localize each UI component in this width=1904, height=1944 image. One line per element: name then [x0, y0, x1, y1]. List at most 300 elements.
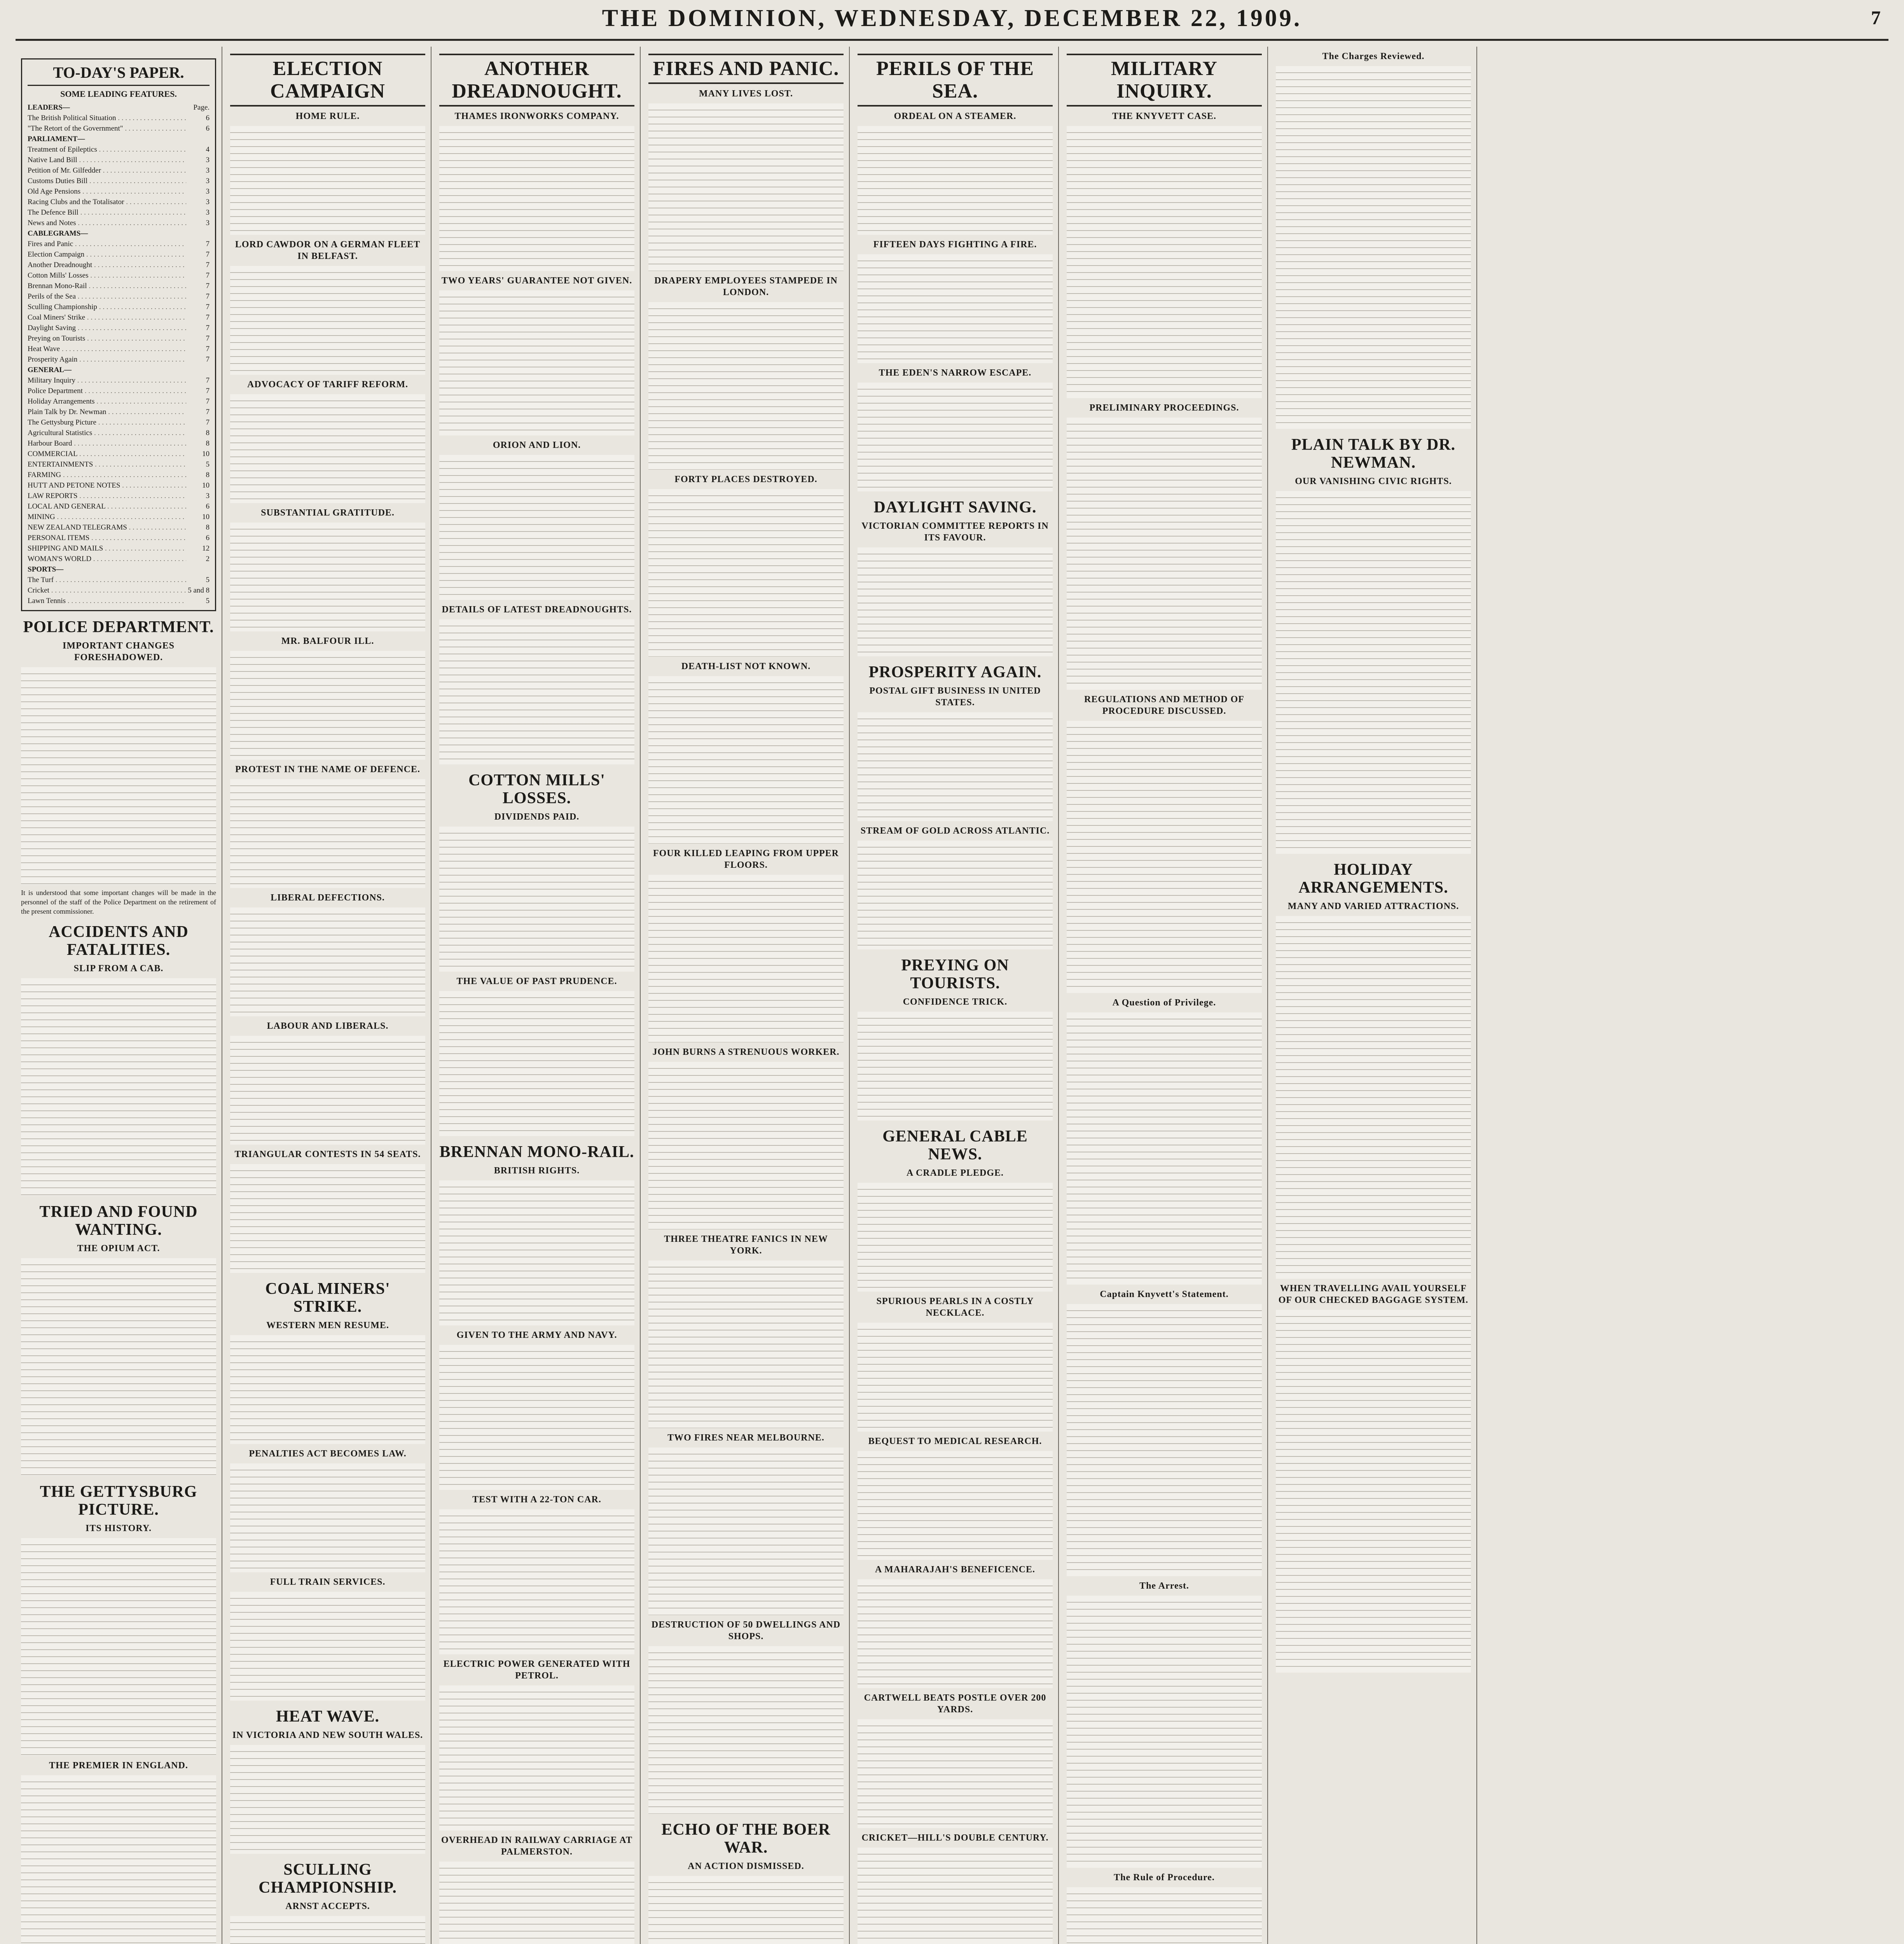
contents-row-label: The Gettysburg Picture . . .: [28, 417, 186, 428]
article-body-text: [439, 1862, 634, 1944]
contents-row-page: 3: [206, 177, 210, 185]
article-body-text: [230, 1335, 425, 1444]
article-subheading: THE PREMIER IN ENGLAND.: [49, 1760, 188, 1771]
article-subheading: VICTORIAN COMMITTEE REPORTS IN ITS FAVOUR.: [861, 521, 1049, 543]
contents-row: [28, 270, 210, 281]
contents-row-page: 10: [202, 513, 210, 521]
article-headline: ANOTHER DREADNOUGHT.: [439, 54, 634, 107]
article-body-text: [648, 1062, 844, 1229]
article-body-text: [648, 1260, 844, 1428]
article-body-text: [648, 875, 844, 1042]
contents-row: [28, 186, 210, 197]
article-body-text: [230, 1463, 425, 1572]
contents-row-page: 3: [206, 492, 210, 500]
article-body-text: [1067, 1596, 1262, 1868]
article-headline: DAYLIGHT SAVING.: [873, 498, 1037, 516]
article-subheading: DESTRUCTION OF 50 DWELLINGS AND SHOPS.: [651, 1620, 841, 1642]
contents-row: [28, 522, 210, 533]
article-subheading: BEQUEST TO MEDICAL RESEARCH.: [868, 1436, 1042, 1446]
article-body-text: [648, 103, 844, 271]
article-body-text: [858, 712, 1053, 821]
contents-row-label: Coal Miners' Strike . . .: [28, 312, 186, 323]
contents-row-label: FARMING . . .: [28, 470, 186, 480]
contents-row: [28, 281, 210, 291]
article-subheading: ORION AND LION.: [493, 440, 581, 450]
contents-row-page: 3: [206, 156, 210, 164]
contents-row: [28, 354, 210, 365]
article-body-text: [1067, 721, 1262, 993]
contents-row-page: 5: [206, 460, 210, 469]
article-subheading: GIVEN TO THE ARMY AND NAVY.: [456, 1330, 617, 1340]
contents-row: [28, 113, 210, 123]
article-body-text: [439, 619, 634, 764]
column-5: [852, 47, 1059, 1944]
article-body-text: [21, 1258, 216, 1476]
article-subheading: A MAHARAJAH'S BENEFICENCE.: [875, 1565, 1036, 1575]
article-body-text: [1067, 418, 1262, 690]
contents-row: [28, 165, 210, 176]
article-subheading: THE EDEN'S NARROW ESCAPE.: [879, 368, 1032, 378]
article-body-text: [858, 547, 1053, 656]
article-subheading: CRICKET—HILL'S DOUBLE CENTURY.: [861, 1833, 1049, 1843]
article-body-text: [858, 1451, 1053, 1560]
column-7: [1270, 47, 1477, 1944]
article-subheading: TRIANGULAR CONTESTS IN 54 SEATS.: [234, 1149, 421, 1159]
article-subheading: DRAPERY EMPLOYEES STAMPEDE IN LONDON.: [654, 276, 838, 297]
article-body-text: [439, 290, 634, 435]
article-subheading: FIFTEEN DAYS FIGHTING A FIRE.: [873, 240, 1037, 250]
contents-row: [28, 144, 210, 155]
contents-row-label: The Turf . . .: [28, 575, 186, 585]
article-subheading: FORTY PLACES DESTROYED.: [674, 474, 817, 484]
article-subheading: PENALTIES ACT BECOMES LAW.: [249, 1449, 407, 1459]
article-headline: BRENNAN MONO-RAIL.: [439, 1143, 634, 1161]
article-subheading: THAMES IRONWORKS COMPANY.: [454, 111, 619, 121]
contents-row-label: ENTERTAINMENTS . . .: [28, 459, 186, 470]
article-paragraph: It is understood that some important changes will be made in the personnel of the staff of the Police Department on the retirement of the present commissioner.: [21, 889, 216, 915]
article-subheading: FULL TRAIN SERVICES.: [270, 1577, 386, 1587]
article-subheading: THE VALUE OF PAST PRUDENCE.: [456, 976, 617, 986]
contents-row-label: Agricultural Statistics . . .: [28, 428, 186, 438]
contents-row: [28, 417, 210, 428]
contents-row-page: 7: [206, 240, 210, 248]
article-headline: HOLIDAY ARRANGEMENTS.: [1298, 861, 1448, 897]
contents-row-page: 5: [206, 597, 210, 605]
article-subheading: MR. BALFOUR ILL.: [281, 636, 374, 646]
article-subheading: ORDEAL ON A STEAMER.: [894, 111, 1017, 121]
article-headline: ACCIDENTS AND FATALITIES.: [49, 923, 189, 959]
contents-row-label: Plain Talk by Dr. Newman . . .: [28, 407, 186, 417]
contents-row-page: 6: [206, 124, 210, 133]
article-subheading: IN VICTORIA AND NEW SOUTH WALES.: [232, 1730, 423, 1740]
contents-row-label: Another Dreadnought . . .: [28, 260, 186, 270]
article-body-text: [230, 651, 425, 760]
article-subheading: MANY LIVES LOST.: [699, 89, 793, 99]
article-body-text: [439, 1345, 634, 1490]
contents-row-label: Lawn Tennis . . .: [28, 596, 186, 606]
contents-row-page: 7: [206, 387, 210, 395]
contents-row-label: Old Age Pensions . . .: [28, 186, 186, 197]
masthead: [16, 0, 1888, 41]
article-subheading: SUBSTANTIAL GRATITUDE.: [261, 508, 395, 518]
contents-row: [28, 207, 210, 218]
article-headline: MILITARY INQUIRY.: [1067, 54, 1262, 107]
article-subheading: The Arrest.: [1139, 1581, 1189, 1591]
article-subheading: ITS HISTORY.: [86, 1523, 152, 1533]
article-body-text: [21, 978, 216, 1196]
article-headline: GENERAL CABLE NEWS.: [882, 1128, 1028, 1163]
contents-row-page: 7: [206, 355, 210, 364]
article-body-text: [858, 1848, 1053, 1944]
contents-row-label: Cotton Mills' Losses . . .: [28, 270, 186, 281]
article-body-text: [1276, 491, 1471, 854]
contents-row-page: 4: [206, 145, 210, 154]
contents-title: TO-DAY'S PAPER.: [28, 63, 210, 86]
article-subheading: BRITISH RIGHTS.: [494, 1166, 580, 1176]
article-headline: COAL MINERS' STRIKE.: [265, 1280, 390, 1316]
contents-row-page: 8: [206, 429, 210, 437]
contents-row-page: 3: [206, 198, 210, 206]
contents-row-page: 7: [206, 376, 210, 385]
contents-row-label: Sculling Championship . . .: [28, 302, 186, 312]
contents-row: [28, 596, 210, 606]
article-body-text: [648, 1646, 844, 1814]
contents-row-page: 7: [206, 271, 210, 280]
column-3-articles: [439, 54, 634, 1944]
contents-row: [28, 386, 210, 396]
contents-row-page: [186, 134, 210, 144]
column-4-articles: [648, 54, 844, 1944]
contents-row: [28, 512, 210, 522]
contents-row-label: SPORTS—: [28, 565, 64, 573]
contents-row-page: 10: [202, 450, 210, 458]
contents-row-page: 7: [206, 324, 210, 332]
contents-row-label: LOCAL AND GENERAL . . .: [28, 501, 186, 512]
page-number: 7: [1871, 7, 1881, 28]
contents-row-page: 7: [206, 397, 210, 406]
article-headline: ECHO OF THE BOER WAR.: [661, 1821, 831, 1857]
contents-row-label: The Defence Bill . . .: [28, 207, 186, 218]
article-body-text: [230, 1592, 425, 1701]
contents-row-label: WOMAN'S WORLD . . .: [28, 554, 186, 564]
article-body-text: [858, 841, 1053, 949]
contents-row: [28, 291, 210, 302]
article-body-text: [230, 523, 425, 631]
article-body-text: [648, 1876, 844, 1944]
contents-row: [28, 438, 210, 449]
article-subheading: AN ACTION DISMISSED.: [688, 1861, 804, 1871]
contents-row-page: 7: [206, 303, 210, 311]
article-subheading: ADVOCACY OF TARIFF REFORM.: [247, 379, 408, 390]
article-subheading: HOME RULE.: [295, 111, 360, 121]
article-subheading: THE KNYVETT CASE.: [1112, 111, 1216, 121]
contents-row-page: 8: [206, 471, 210, 479]
contents-row: [28, 396, 210, 407]
contents-header-row: [28, 102, 210, 113]
article-body-text: [648, 489, 844, 657]
contents-row: [28, 155, 210, 165]
article-subheading: The Rule of Procedure.: [1114, 1872, 1215, 1883]
contents-row-label: CABLEGRAMS—: [28, 229, 88, 238]
article-subheading: DEATH-LIST NOT KNOWN.: [681, 661, 811, 671]
article-body-text: [648, 302, 844, 470]
contents-row-page: 12: [202, 544, 210, 552]
article-subheading: STREAM OF GOLD ACROSS ATLANTIC.: [860, 826, 1050, 836]
article-subheading: A CRADLE PLEDGE.: [906, 1168, 1004, 1178]
article-body-text: [1276, 66, 1471, 429]
contents-row: [28, 501, 210, 512]
contents-row: [28, 449, 210, 459]
contents-row-page: 7: [206, 408, 210, 416]
contents-row-page: 3: [206, 208, 210, 217]
article-body-text: [858, 1323, 1053, 1432]
contents-row-page: 3: [206, 187, 210, 196]
contents-row-label: Cricket . . .: [28, 585, 186, 596]
contents-row-label: PARLIAMENT—: [28, 135, 85, 143]
article-subheading: OUR VANISHING CIVIC RIGHTS.: [1295, 476, 1452, 486]
contents-row-page: 7: [206, 345, 210, 353]
contents-row-page: 2: [206, 555, 210, 563]
article-headline: FIRES AND PANIC.: [648, 54, 844, 84]
article-body-text: [230, 126, 425, 235]
article-body-text: [439, 126, 634, 271]
article-headline: COTTON MILLS' LOSSES.: [468, 771, 605, 807]
article-body-text: [858, 1012, 1053, 1121]
contents-row-page: 8: [206, 523, 210, 531]
contents-row-label: Racing Clubs and the Totalisator . . .: [28, 197, 186, 207]
contents-row: [28, 543, 210, 554]
article-body-text: [439, 1685, 634, 1830]
article-body-text: [1067, 126, 1262, 398]
contents-row-page: 3: [206, 219, 210, 227]
article-subheading: ELECTRIC POWER GENERATED WITH PETROL.: [443, 1659, 631, 1681]
article-headline: PROSPERITY AGAIN.: [868, 663, 1042, 681]
article-body-text: [1067, 1012, 1262, 1285]
contents-row-page: 7: [206, 292, 210, 301]
article-body-text: [439, 1180, 634, 1325]
contents-row-page: 5 and 8: [188, 586, 210, 594]
article-body-text: [230, 1164, 425, 1273]
article-subheading: LORD CAWDOR ON A GERMAN FLEET IN BELFAST.: [235, 240, 421, 261]
article-body-text: [1067, 1887, 1262, 1944]
article-subheading: WESTERN MEN RESUME.: [266, 1320, 389, 1330]
article-body-text: [439, 1509, 634, 1654]
contents-row-label: LAW REPORTS . . .: [28, 491, 186, 501]
contents-row: [28, 134, 210, 144]
contents-row-page: 6: [206, 114, 210, 122]
contents-row: [28, 470, 210, 480]
contents-row-label: GENERAL—: [28, 366, 72, 374]
column-5-articles: [858, 54, 1053, 1944]
article-subheading: THREE THEATRE FANICS IN NEW YORK.: [664, 1234, 828, 1256]
article-headline: POLICE DEPARTMENT.: [23, 618, 214, 636]
contents-row-label: Petition of Mr. Gilfedder . . .: [28, 165, 186, 176]
article-headline: SCULLING CHAMPIONSHIP.: [259, 1861, 397, 1897]
article-subheading: POSTAL GIFT BUSINESS IN UNITED STATES.: [869, 686, 1041, 708]
masthead-title: THE DOMINION, WEDNESDAY, DECEMBER 22, 1909.: [602, 5, 1302, 31]
contents-subtitle: SOME LEADING FEATURES.: [60, 89, 177, 99]
contents-row: [28, 491, 210, 501]
contents-row: [28, 459, 210, 470]
contents-row-label: NEW ZEALAND TELEGRAMS . . .: [28, 522, 186, 533]
contents-row-page: 7: [206, 418, 210, 427]
contents-row-page: [186, 564, 210, 575]
contents-row-label: Fires and Panic . . .: [28, 239, 186, 249]
column-6-articles: [1067, 54, 1262, 1944]
contents-row-page: 7: [206, 250, 210, 259]
contents-list: [28, 113, 210, 606]
article-subheading: FOUR KILLED LEAPING FROM UPPER FLOORS.: [653, 848, 839, 870]
contents-row-label: Daylight Saving . . .: [28, 323, 186, 333]
article-subheading: The Charges Reviewed.: [1322, 51, 1425, 61]
article-subheading: CARTWELL BEATS POSTLE OVER 200 YARDS.: [864, 1693, 1046, 1715]
contents-row: [28, 323, 210, 333]
article-body-text: [1067, 1304, 1262, 1576]
article-subheading: OVERHEAD IN RAILWAY CARRIAGE AT PALMERSTON.: [441, 1835, 632, 1857]
columns: [16, 47, 1888, 1944]
article-subheading: PRELIMINARY PROCEEDINGS.: [1089, 403, 1239, 413]
contents-row: [28, 312, 210, 323]
article-body-text: [21, 667, 216, 885]
contents-row-page: 7: [206, 261, 210, 269]
contents-row: [28, 302, 210, 312]
article-subheading: PROTEST IN THE NAME OF DEFENCE.: [235, 764, 420, 774]
contents-row-page: 6: [206, 502, 210, 510]
contents-row: [28, 218, 210, 228]
article-body-text: [858, 383, 1053, 491]
contents-row-label: Treatment of Epileptics . . .: [28, 144, 186, 155]
article-body-text: [21, 1775, 216, 1944]
contents-row-label: Election Campaign . . .: [28, 249, 186, 260]
contents-row: [28, 480, 210, 491]
article-body-text: [439, 827, 634, 972]
contents-row: [28, 585, 210, 596]
article-headline: TRIED AND FOUND WANTING.: [39, 1203, 198, 1239]
contents-row-page: 10: [202, 481, 210, 489]
contents-row: [28, 239, 210, 249]
contents-row: [28, 176, 210, 186]
contents-row-page: 8: [206, 439, 210, 448]
contents-row-label: Holiday Arrangements . . .: [28, 396, 186, 407]
contents-row-label: MINING . . .: [28, 512, 186, 522]
contents-row-label: "The Retort of the Government" . . .: [28, 123, 186, 134]
column-2-articles: [230, 54, 425, 1944]
contents-row: [28, 333, 210, 344]
article-subheading: IMPORTANT CHANGES FORESHADOWED.: [63, 641, 175, 663]
contents-row: [28, 428, 210, 438]
contents-row: [28, 564, 210, 575]
contents-row: [28, 228, 210, 239]
article-body-text: [858, 126, 1053, 235]
contents-row-label: Prosperity Again . . .: [28, 354, 186, 365]
article-body-text: [230, 266, 425, 375]
contents-row-label: COMMERCIAL . . .: [28, 449, 186, 459]
article-subheading: SLIP FROM A CAB.: [73, 963, 164, 974]
article-headline: PREYING ON TOURISTS.: [901, 956, 1009, 992]
contents-row-page: 7: [206, 282, 210, 290]
contents-row-label: Preying on Tourists . . .: [28, 333, 186, 344]
article-subheading: LABOUR AND LIBERALS.: [267, 1021, 389, 1031]
contents-row-label: Heat Wave . . .: [28, 344, 186, 354]
article-body-text: [1276, 1310, 1471, 1673]
article-headline: HEAT WAVE.: [276, 1708, 379, 1725]
article-body-text: [1276, 916, 1471, 1279]
article-subheading: MANY AND VARIED ATTRACTIONS.: [1287, 901, 1459, 911]
article-subheading: TEST WITH A 22-TON CAR.: [472, 1495, 601, 1505]
article-headline: THE GETTYSBURG PICTURE.: [40, 1483, 197, 1519]
article-body-text: [858, 1719, 1053, 1828]
contents-row-label: The British Political Situation . . .: [28, 113, 186, 123]
contents-row-page: 7: [206, 313, 210, 322]
column-1: [16, 47, 222, 1944]
contents-row-label: Perils of the Sea . . .: [28, 291, 186, 302]
article-body-text: [230, 907, 425, 1016]
contents-row-page: 3: [206, 166, 210, 175]
contents-row-page: 7: [206, 334, 210, 343]
contents-row: [28, 260, 210, 270]
contents-row-page: [186, 228, 210, 239]
article-subheading: A Question of Privilege.: [1112, 998, 1216, 1008]
article-subheading: THE OPIUM ACT.: [77, 1243, 160, 1253]
article-subheading: CONFIDENCE TRICK.: [903, 997, 1008, 1007]
contents-row: [28, 123, 210, 134]
article-body-text: [648, 676, 844, 844]
article-subheading: JOHN BURNS A STRENUOUS WORKER.: [652, 1047, 840, 1057]
contents-header-label: LEADERS—: [28, 103, 70, 112]
contents-row: [28, 375, 210, 386]
article-body-text: [230, 779, 425, 888]
contents-row: [28, 554, 210, 564]
contents-row-page: 6: [206, 534, 210, 542]
column-3: [434, 47, 641, 1944]
article-subheading: SPURIOUS PEARLS IN A COSTLY NECKLACE.: [876, 1296, 1034, 1318]
article-subheading: DETAILS OF LATEST DREADNOUGHTS.: [442, 605, 632, 615]
contents-row-label: Police Department . . .: [28, 386, 186, 396]
contents-row: [28, 575, 210, 585]
contents-box: [21, 58, 216, 611]
contents-row-label: Military Inquiry . . .: [28, 375, 186, 386]
column-1-articles: [21, 618, 216, 1944]
article-subheading: LIBERAL DEFECTIONS.: [271, 893, 385, 903]
contents-row: [28, 249, 210, 260]
article-headline: ELECTION CAMPAIGN: [230, 54, 425, 107]
contents-row-label: SHIPPING AND MAILS . . .: [28, 543, 186, 554]
article-body-text: [439, 455, 634, 600]
contents-row-label: Brennan Mono-Rail . . .: [28, 281, 186, 291]
article-body-text: [230, 1916, 425, 1944]
contents-row-page: [186, 365, 210, 375]
article-subheading: Captain Knyvett's Statement.: [1100, 1289, 1229, 1299]
contents-header-page: Page.: [193, 103, 210, 112]
contents-row: [28, 197, 210, 207]
column-6: [1061, 47, 1268, 1944]
article-subheading: TWO FIRES NEAR MELBOURNE.: [667, 1433, 824, 1443]
contents-row: [28, 533, 210, 543]
article-body-text: [21, 1538, 216, 1756]
article-body-text: [230, 1745, 425, 1854]
contents-row-label: Customs Duties Bill . . .: [28, 176, 186, 186]
contents-row: [28, 344, 210, 354]
contents-row-page: 5: [206, 576, 210, 584]
article-body-text: [230, 1036, 425, 1145]
article-body-text: [858, 254, 1053, 363]
article-subheading: REGULATIONS AND METHOD OF PROCEDURE DISCUSSED.: [1084, 694, 1244, 716]
contents-row-label: PERSONAL ITEMS . . .: [28, 533, 186, 543]
contents-row-label: HUTT AND PETONE NOTES . . .: [28, 480, 186, 491]
article-body-text: [230, 394, 425, 503]
contents-row-label: Harbour Board . . .: [28, 438, 186, 449]
column-4: [643, 47, 850, 1944]
